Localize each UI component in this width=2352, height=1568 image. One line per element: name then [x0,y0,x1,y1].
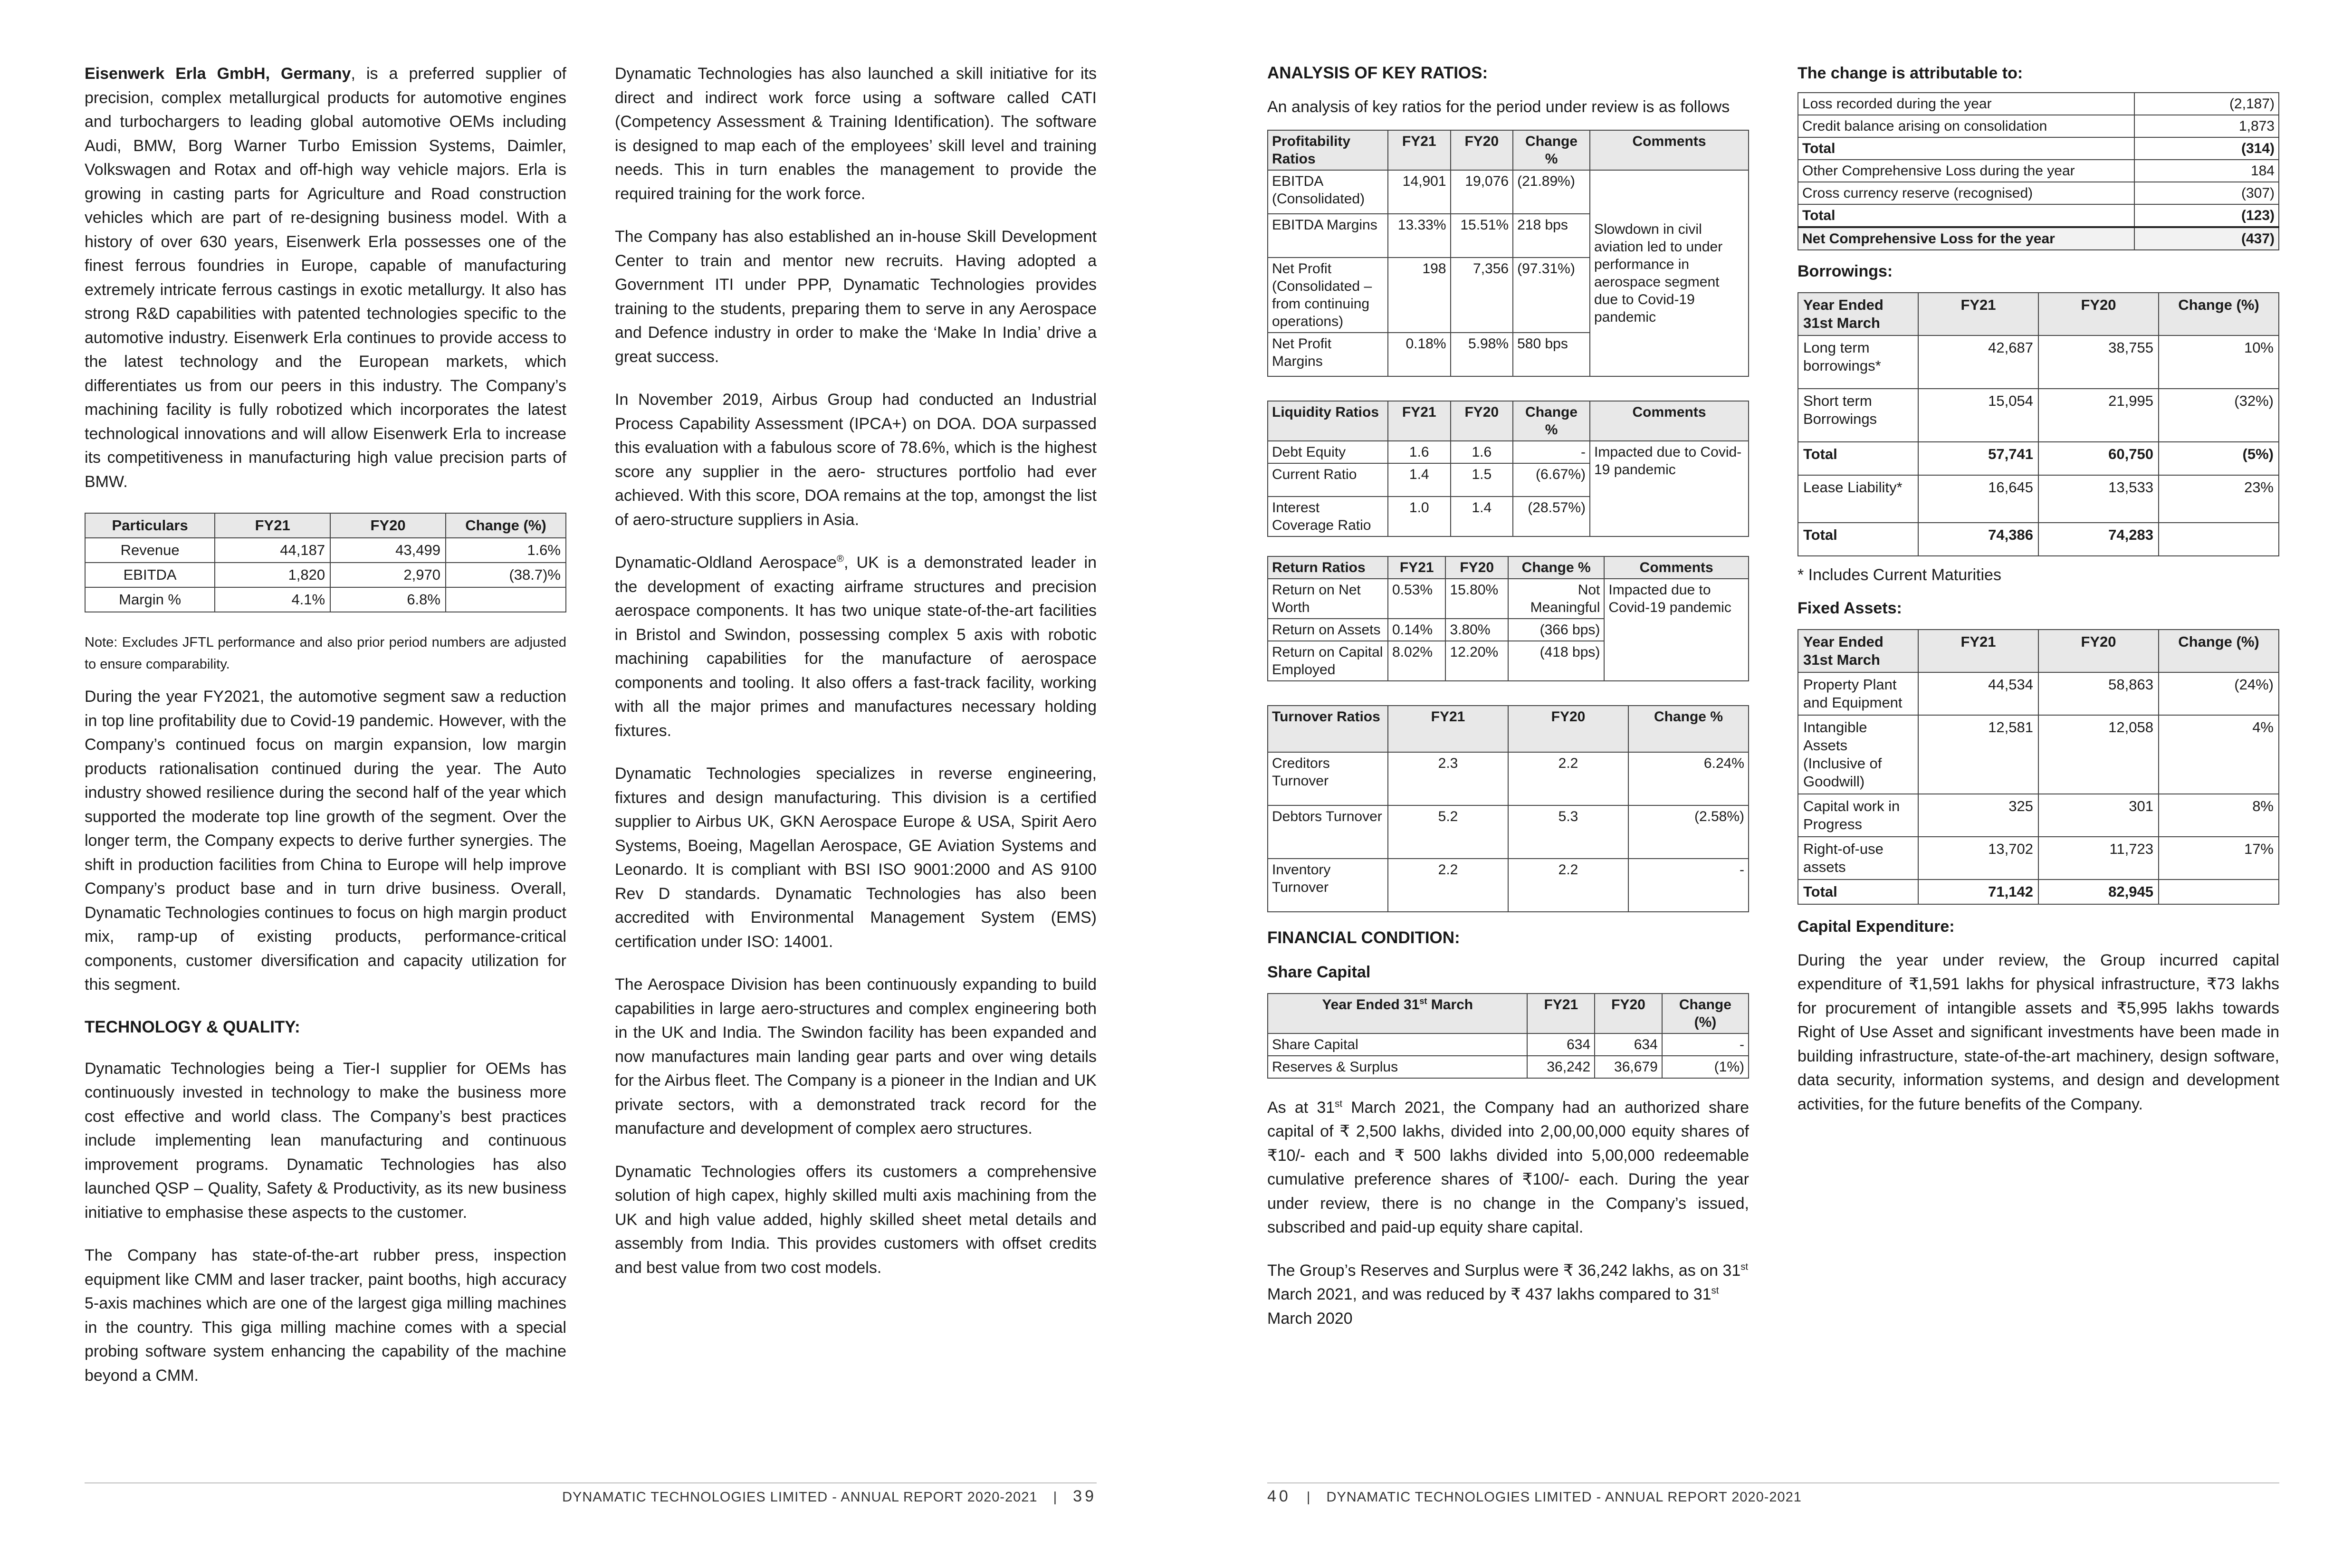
table-row [85,587,566,612]
cell: Net Profit Margins [1268,333,1388,376]
table-row [1798,442,2279,475]
cell: Return on Net Worth [1268,579,1388,619]
table-row [85,563,566,587]
cell: 325 [1918,794,2038,837]
table-row [1798,160,2279,182]
cell: EBITDA [85,563,215,587]
cell: Right-of-use assets [1798,837,1918,880]
cell: Inventory Turnover [1268,859,1388,912]
left-column-1 [85,62,566,1406]
cell: 7,356 [1451,258,1513,333]
table-row [1268,1056,1749,1078]
skill-center-paragraph: The Company has also established an in-house Skill Development Center to train and mentor new recruits. Having adopted a Government ITI under PPP, Dynamatic Technologies provides training to the students, preparing them to serve in any Aerospace and Defence industry in order to make the ‘Make In India’ drive a great success. [615,228,1097,366]
cell: Short term Borrowings [1798,389,1918,442]
liquidity-comment: Impacted due to Covid-19 pandemic [1590,441,1749,536]
table-row [1798,672,2279,715]
cell: Debt Equity [1268,441,1388,463]
cell: (28.57%) [1513,497,1590,536]
table-row [1798,335,2279,389]
table-row [1798,204,2279,227]
col-header: FY21 [1388,401,1451,441]
cell: Debtors Turnover [1268,805,1388,859]
superscript: st [1335,1099,1343,1109]
oldland-paragraph [615,551,1097,743]
erla-note: Note: Excludes JFTL performance and also prior period numbers are adjusted to ensure comparability. [85,635,566,672]
cell: 6.8% [330,587,446,612]
col-header: FY20 [2038,293,2159,335]
footer-rule-right [1267,1482,2279,1483]
share-capital-paragraph [1267,1096,1749,1240]
text: As at 31 [1267,1098,1335,1117]
footer-text: DYNAMATIC TECHNOLOGIES LIMITED - ANNUAL REPORT 2020-2021 [1326,1490,1802,1505]
borrowings-note: * Includes Current Maturities [1797,566,2001,584]
offerings-paragraph: Dynamatic Technologies offers its customers a comprehensive solution of high capex, highly skilled multi axis machining from the UK and high value added, highly skilled sheet metal details and assembly from India. This provides customers with offset credits and best value from two cost models. [615,1162,1097,1277]
table-row [1268,752,1749,805]
col-header: Change (%) [2159,293,2279,335]
footer-rule-left [85,1482,1097,1483]
cell: 82,945 [2038,880,2159,904]
cell: (2.58%) [1628,805,1749,859]
erla-header-change: Change (%) [446,513,566,538]
table-row [1268,579,1749,619]
erla-header-particulars: Particulars [85,513,215,538]
cell [2159,880,2279,904]
cell: 0.14% [1388,619,1445,641]
cell: 2.2 [1508,752,1628,805]
cell: Return on Capital Employed [1268,641,1388,681]
liquidity-table [1267,401,1749,537]
cell: 5.2 [1388,805,1508,859]
cell: 38,755 [2038,335,2159,389]
erla-header-fy21: FY21 [215,513,330,538]
cell: 13.33% [1388,214,1451,258]
cell: 5.3 [1508,805,1628,859]
text: March 2021, and was reduced by ₹ 437 lakhs compared to 31 [1267,1285,1711,1303]
cell: 1,820 [215,563,330,587]
table-row [1798,837,2279,880]
reverse-engineering-paragraph: Dynamatic Technologies specializes in reverse engineering, fixtures and design manufacturing. This division is a certified supplier to Airbus UK, GKN Aerospace Europe & USA, Spirit Aero Systems, Boeing, Magellan Aerospace, GE Aviation Systems and Leonardo. It is compliant with BSI ISO 9001:2000 and AS 9100 Rev D standards. Dynamatic Technologies has also been accredited with Environmental Management System (EMS) certification under ISO: 14001. [615,765,1097,951]
cell: 3.80% [1445,619,1508,641]
cell: 2,970 [330,563,446,587]
cell: 44,534 [1918,672,2038,715]
cell: 42,687 [1918,335,2038,389]
footer-separator: | [1306,1490,1311,1505]
col-header: FY20 [1451,401,1513,441]
skill-paragraph: Dynamatic Technologies has also launched a skill initiative for its direct and indirect work force using a software called CATI (Competency Assessment & Training Identification). The software is designed to map each of the employees’ skill level and training needs. This in turn enables the management to provide the required training for the work force. [615,65,1097,203]
return-table [1267,556,1749,681]
col-header: FY20 [1595,994,1662,1033]
superscript: st [1711,1285,1719,1296]
table-row [1798,137,2279,160]
col-header: Comments [1590,130,1749,170]
table-row [1798,389,2279,442]
cell: 71,142 [1918,880,2038,904]
cell: 57,741 [1918,442,2038,475]
cell: 12,058 [2038,715,2159,794]
col-header: FY20 [1445,556,1508,579]
cell: Credit balance arising on consolidation [1798,115,2134,137]
footer-right [1267,1487,2279,1506]
capex-paragraph: During the year under review, the Group incurred capital expenditure of ₹1,591 lakhs for physical infrastructure, ₹73 lakhs for procurement of intangible assets and ₹5,995 lakhs towards Right of Use Asset and significant investments have been made in building infrastructure, state-of-the-art machinery, design software, data security, information systems, and design and development activities, for the future benefits of the Company. [1797,951,2279,1113]
table-row [1798,93,2279,115]
col-header: Turnover Ratios [1268,706,1388,752]
tech-heading: TECHNOLOGY & QUALITY: [85,1017,300,1036]
cell: (32%) [2159,389,2279,442]
cell: 13,702 [1918,837,2038,880]
cell [446,587,566,612]
cell: (307) [2134,182,2279,204]
cell: 15.80% [1445,579,1508,619]
table-row [1268,1033,1749,1056]
cell: (314) [2134,137,2279,160]
capex-heading: Capital Expenditure: [1797,917,1955,936]
oldland-text: , UK is a demonstrated leader in the development of exacting airframe structures and precision aerospace components. It has two unique state-of-the-art facilities in Bristol and Swindon, possessing complex 5 axis with robotic machining capabilities for the manufacture of aerospace components and tooling. It also offers a fast-track facility, working with all the major primes and manufactures necessary holding fixtures. [615,554,1097,740]
financial-heading: FINANCIAL CONDITION: [1267,928,1460,947]
superscript: st [1419,996,1427,1006]
superscript: st [1740,1262,1749,1272]
cell: Share Capital [1268,1033,1527,1056]
cell: 36,679 [1595,1056,1662,1078]
return-comment: Impacted due to Covid-19 pandemic [1604,579,1749,681]
cell: - [1628,859,1749,912]
cell: 44,187 [215,538,330,563]
cell: 74,283 [2038,523,2159,556]
erla-table [85,513,566,612]
cell: 301 [2038,794,2159,837]
right-column-2 [1797,62,2279,1135]
cell: Other Comprehensive Loss during the year [1798,160,2134,182]
reserves-paragraph [1267,1259,1749,1331]
cell: Total [1798,204,2134,227]
share-header-year [1268,994,1527,1033]
registered-mark: ® [836,554,844,564]
turnover-table [1267,705,1749,912]
cell: (21.89%) [1513,170,1590,214]
cell: 21,995 [2038,389,2159,442]
left-column-2 [615,62,1097,1299]
fixed-assets-table [1797,629,2279,905]
table-row [1268,170,1749,214]
cell: 23% [2159,475,2279,523]
text: March 2020 [1267,1309,1353,1328]
auto-paragraph: During the year FY2021, the automotive segment saw a reduction in top line profitability due to Covid-19 pandemic. However, with the Company’s continued focus on margin expansion, low margin products rationalisation continued during the year. The Auto industry showed resilience during the second half of the year which supported the moderate top line growth of the segment. Over the longer term, the Company expects to derive further synergies. The shift in production facilities from China to Europe will help improve Company’s product base and in turn drive business. Overall, Dynamatic Technologies continues to focus on high margin product mix, ramp-up of existing products, performance-critical components, customer diversification and capacity utilization for this segment. [85,688,566,994]
cell: 218 bps [1513,214,1590,258]
cell: 1.6 [1388,441,1451,463]
cell: 1.0 [1388,497,1451,536]
cell: 16,645 [1918,475,2038,523]
cell: 1.6 [1451,441,1513,463]
col-header: Change % [1628,706,1749,752]
profitability-table [1267,130,1749,377]
cell: Lease Liability* [1798,475,1918,523]
borrowings-table [1797,292,2279,556]
aerospace-division-paragraph: The Aerospace Division has been continuously expanding to build capabilities in large aero-structures and complex engineering both in the UK and India. The Swindon facility has been expanded and now manufactures main landing gear parts and over wing details for the Airbus fleet. The Company is a pioneer in the Indian and UK private sectors, with a demonstrated track record for the manufacture and development of complex aero structures. [615,975,1097,1138]
cell: Interest Coverage Ratio [1268,497,1388,536]
cell: (5%) [2159,442,2279,475]
col-header: FY21 [1388,130,1451,170]
table-row [1798,227,2279,250]
cell: 60,750 [2038,442,2159,475]
col-header: FY21 [1388,706,1508,752]
cell: 17% [2159,837,2279,880]
footer-text: DYNAMATIC TECHNOLOGIES LIMITED - ANNUAL REPORT 2020-2021 [562,1490,1038,1505]
col-header: Profitability Ratios [1268,130,1388,170]
cell: 1.5 [1451,463,1513,497]
cell: - [1513,441,1590,463]
cell [2159,523,2279,556]
cell: 13,533 [2038,475,2159,523]
page-number: 40 [1267,1487,1291,1505]
table-row [1798,475,2279,523]
cell: 36,242 [1527,1056,1595,1078]
cell: 1.4 [1388,463,1451,497]
erla-lead: Eisenwerk Erla GmbH, Germany [85,65,351,83]
table-row [1798,715,2279,794]
cell: 11,723 [2038,837,2159,880]
col-header: Change (%) [1662,994,1749,1033]
cell: 12,581 [1918,715,2038,794]
cell: Not Meaningful [1508,579,1604,619]
cell: 4.1% [215,587,330,612]
text: The Group’s Reserves and Surplus were ₹ 36,242 lakhs, as on 31 [1267,1261,1741,1280]
col-header: Change % [1513,130,1590,170]
table-row [1268,859,1749,912]
profitability-comment: Slowdown in civil aviation led to under performance in aerospace segment due to Covid-19 pandemic [1590,170,1749,376]
cell: Capital work in Progress [1798,794,1918,837]
col-header: Year Ended 31st March [1798,293,1918,335]
cell: - [1662,1033,1749,1056]
table-row [1268,805,1749,859]
col-header: FY20 [1508,706,1628,752]
cell: EBITDA (Consolidated) [1268,170,1388,214]
cell: (2,187) [2134,93,2279,115]
change-heading: The change is attributable to: [1797,64,2023,82]
cell: (97.31%) [1513,258,1590,333]
cell: (437) [2134,227,2279,250]
share-capital-heading: Share Capital [1267,963,1371,981]
col-header: Change % [1508,556,1604,579]
change-table [1797,92,2279,250]
cell: 15.51% [1451,214,1513,258]
cell: 1.6% [446,538,566,563]
cell: Long term borrowings* [1798,335,1918,389]
header-text: March [1427,996,1473,1013]
cell: 2.2 [1508,859,1628,912]
cell: Intangible Assets (Inclusive of Goodwill) [1798,715,1918,794]
col-header: FY20 [1451,130,1513,170]
airbus-paragraph: In November 2019, Airbus Group had conducted an Industrial Process Capability Assessment (IPCA+) on DOA. DOA surpassed this evaluation with a fabulous score of 78.6%, which is the highest score any supplier in the aero- structures portfolio had ever achieved. With this score, DOA remains at the top, amongst the list of aero-structure suppliers in Asia. [615,391,1097,529]
cell: Current Ratio [1268,463,1388,497]
cell: Net Comprehensive Loss for the year [1798,227,2134,250]
cell: 8.02% [1388,641,1445,681]
cell: Total [1798,523,1918,556]
col-header: Year Ended 31st March [1798,630,1918,672]
col-header: FY21 [1918,630,2038,672]
footer-left [85,1487,1097,1506]
col-header: Change % [1513,401,1590,441]
table-row [1798,115,2279,137]
col-header: FY21 [1527,994,1595,1033]
cell: (38.7)% [446,563,566,587]
cell: 19,076 [1451,170,1513,214]
cell: 184 [2134,160,2279,182]
cell: 198 [1388,258,1451,333]
cell: Total [1798,137,2134,160]
erla-paragraph [85,62,566,494]
col-header: Liquidity Ratios [1268,401,1388,441]
fixed-assets-heading: Fixed Assets: [1797,599,1902,617]
footer-separator: | [1053,1490,1058,1505]
cell: 14,901 [1388,170,1451,214]
cell: Net Profit (Consolidated – from continuing operations) [1268,258,1388,333]
cell: 2.2 [1388,859,1508,912]
table-row [1798,794,2279,837]
table-row [1798,880,2279,904]
ratios-intro: An analysis of key ratios for the period under review is as follows [1267,98,1730,116]
cell: Loss recorded during the year [1798,93,2134,115]
cell: EBITDA Margins [1268,214,1388,258]
right-column-1 [1267,62,1749,1349]
cell: Revenue [85,538,215,563]
cell: 0.18% [1388,333,1451,376]
cell: Total [1798,442,1918,475]
cell: 6.24% [1628,752,1749,805]
cell: 8% [2159,794,2279,837]
col-header: Change (%) [2159,630,2279,672]
erla-header-fy20: FY20 [330,513,446,538]
col-header: FY21 [1918,293,2038,335]
cell: Total [1798,880,1918,904]
cell: 10% [2159,335,2279,389]
ratios-heading: ANALYSIS OF KEY RATIOS: [1267,64,1488,82]
page-number: 39 [1073,1487,1097,1505]
borrowings-heading: Borrowings: [1797,262,1893,280]
tech-paragraph-1: Dynamatic Technologies being a Tier-I supplier for OEMs has continuously invested in technology to make the business more cost effective and world class. The Company’s best practices include implementing lean manufacturing and continuous improvement programs. Dynamatic Technologies has also launched QSP – Quality, Safety & Productivity, as its new business initiative to emphasise these aspects to the customer. [85,1059,566,1222]
cell: (366 bps) [1508,619,1604,641]
col-header: FY21 [1388,556,1445,579]
cell: Margin % [85,587,215,612]
table-row [1268,441,1749,463]
cell: 580 bps [1513,333,1590,376]
cell: Property Plant and Equipment [1798,672,1918,715]
cell: 634 [1595,1033,1662,1056]
cell: (6.67%) [1513,463,1590,497]
cell: 58,863 [2038,672,2159,715]
cell: 15,054 [1918,389,2038,442]
cell: Return on Assets [1268,619,1388,641]
cell: 12.20% [1445,641,1508,681]
col-header: Comments [1604,556,1749,579]
cell: (1%) [1662,1056,1749,1078]
share-capital-table [1267,993,1749,1079]
col-header: FY20 [2038,630,2159,672]
erla-text: , is a preferred supplier of precision, complex metallurgical products for automotive engines and turbochargers to leading global automotive OEMs including Audi, BMW, Borg Warner Turbo Emission Systems, Daimler, Volkswagen and Rotax and off-high way vehicle majors. Erla is growing in casting parts for Agriculture and Road construction vehicles which are part of re-designing business model. With a history of over 630 years, Eisenwerk Erla possesses one of the finest ferrous foundries in Europe, capable of manufacturing extremely intricate ferrous castings in exotic metallurgy. It also has strong R&D capabilities with patented technologies specific to the automotive industry. Eisenwerk Erla continues to provide access to the latest technology and the European markets, which differentiates us from our peers in this industry. The Company’s machining facility is fully robotized which incorporates the latest technological innovations and will allow Eisenwerk Erla to increase its competitiveness in manufacturing high value precision parts of BMW. [85,65,566,491]
cell: 2.3 [1388,752,1508,805]
cell: Cross currency reserve (recognised) [1798,182,2134,204]
text: March 2021, the Company had an authorized share capital of ₹ 2,500 lakhs, divided into 2,00,00,000 equity shares of ₹10/- each and ₹ 500 lakhs divided into 5,00,000 redeemable cumulative preference shares of ₹100/- each. During the year under review, there is no change in the Company’s issued, subscribed and paid-up equity share capital. [1267,1098,1749,1236]
oldland-name: Dynamatic-Oldland Aerospace [615,554,837,572]
cell: (24%) [2159,672,2279,715]
cell: 74,386 [1918,523,2038,556]
cell: Reserves & Surplus [1268,1056,1527,1078]
table-row [1798,523,2279,556]
cell: 0.53% [1388,579,1445,619]
col-header: Comments [1590,401,1749,441]
cell: 43,499 [330,538,446,563]
cell: 1.4 [1451,497,1513,536]
col-header: Return Ratios [1268,556,1388,579]
cell: (123) [2134,204,2279,227]
cell: 4% [2159,715,2279,794]
cell: 5.98% [1451,333,1513,376]
header-text: Year Ended 31 [1322,996,1420,1013]
cell: (418 bps) [1508,641,1604,681]
cell: Creditors Turnover [1268,752,1388,805]
cell: 634 [1527,1033,1595,1056]
right-page [1176,0,2352,1568]
table-row [85,538,566,563]
table-row [1798,182,2279,204]
tech-paragraph-2: The Company has state-of-the-art rubber press, inspection equipment like CMM and laser tracker, paint booths, high accuracy 5-axis machines which are one of the largest giga milling machines in the country. This giga milling machine comes with a special probing software system enhancing the capability of the machine beyond a CMM. [85,1246,566,1385]
cell: 1,873 [2134,115,2279,137]
